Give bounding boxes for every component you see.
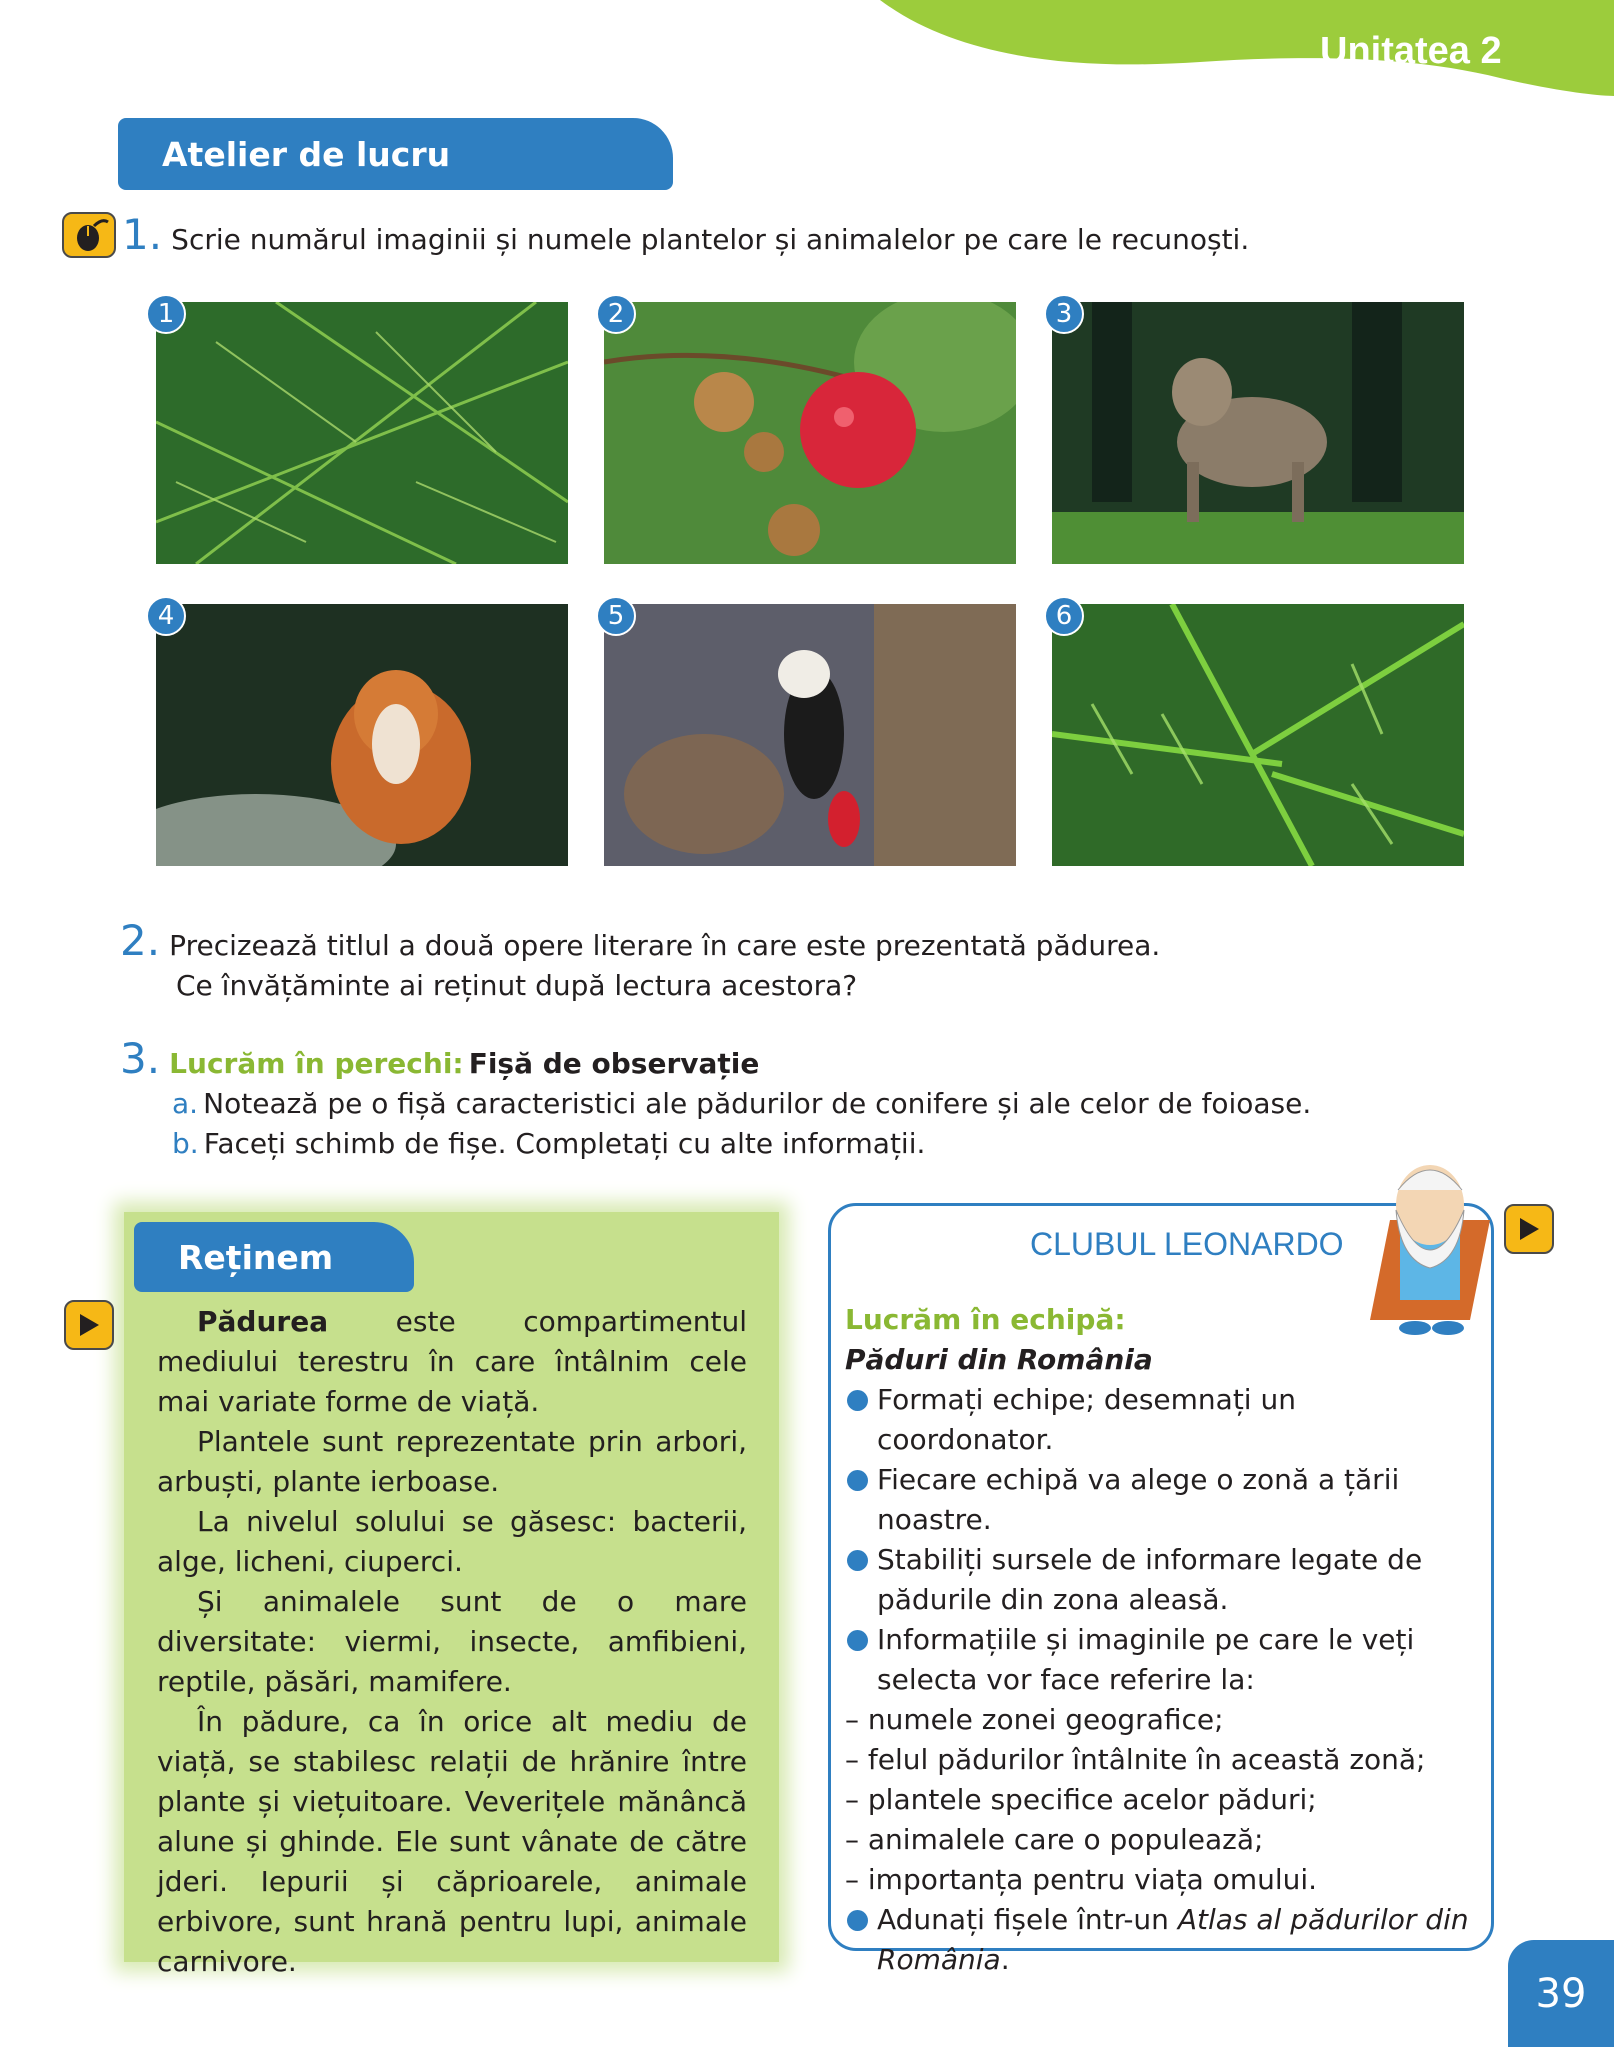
photo-wolf	[1052, 302, 1464, 564]
leonardo-label: Lucrăm în echipă:	[845, 1303, 1126, 1336]
unit-label: Unitatea 2	[1320, 30, 1502, 72]
play-button-right[interactable]	[1504, 1204, 1554, 1254]
retinem-paragraph-1: Pădurea este compartimentul mediului terestru în care întâlnim cele mai variate forme de viață.	[157, 1305, 747, 1418]
workshop-title: Atelier de lucru	[162, 134, 451, 174]
exercise-3-number: 3.	[120, 1034, 161, 1083]
leonardo-dash-2: – felul pădurilor întâlnite în această zonă;	[845, 1743, 1426, 1776]
photo-woodpecker	[604, 604, 1016, 866]
photo-fern	[1052, 604, 1464, 866]
page-number: 39	[1508, 1940, 1614, 2047]
photo-badge-3: 3	[1044, 294, 1084, 334]
leonardo-title: CLUBUL LEONARDO	[1030, 1226, 1344, 1262]
photo-badge-2: 2	[596, 294, 636, 334]
leonardo-bullet-5: Adunați fișele într-un Atlas al pădurilor din România.	[845, 1900, 1475, 1980]
exercise-3-a-text: Notează pe o fișă caracteristici ale pădurilor de conifere și ale celor de foioase.	[203, 1087, 1312, 1120]
exercise-1-number: 1.	[122, 210, 163, 259]
leonardo-bullet-4: Informațiile și imaginile pe care le veți selecta vor face referire la:	[845, 1620, 1475, 1700]
retinem-title: Reținem	[178, 1237, 334, 1277]
workshop-heading	[118, 118, 673, 190]
leonardo-dash-4: – animalele care o populează;	[845, 1823, 1264, 1856]
exercise-1-text: Scrie numărul imaginii și numele plantelor și animalelor pe care le recunoști.	[171, 223, 1250, 256]
photo-badge-6: 6	[1044, 596, 1084, 636]
leonardo-content	[845, 1300, 1475, 1980]
retinem-heading	[134, 1222, 414, 1292]
photo-badge-4: 4	[146, 596, 186, 636]
mouse-icon[interactable]	[62, 212, 116, 258]
leonardo-bullet-3: Stabiliți sursele de informare legate de pădurile din zona aleasă.	[845, 1540, 1475, 1620]
retinem-paragraph-2: Plantele sunt reprezentate prin arbori, arbuști, plante ierboase.	[157, 1425, 747, 1498]
exercise-2-line-1: Precizează titlul a două opere literare în care este prezentată pădurea.	[169, 929, 1161, 962]
leonardo-dash-3: – plantele specifice acelor păduri;	[845, 1783, 1317, 1816]
photo-raspberry	[604, 302, 1016, 564]
leonardo-bullet-1: Formați echipe; desemnați un coordonator.	[845, 1380, 1475, 1460]
exercise-3-b-letter: b.	[172, 1127, 199, 1160]
leonardo-dash-5: – importanța pentru viața omului.	[845, 1863, 1318, 1896]
retinem-paragraph-4: Și animalele sunt de o mare diversitate: viermi, insecte, amfibieni, reptile, păsări, mamifere.	[157, 1585, 747, 1698]
leonardo-subtitle: Păduri din România	[845, 1343, 1153, 1376]
retinem-text	[157, 1302, 747, 1982]
photo-fox	[156, 604, 568, 866]
photo-badge-1: 1	[146, 294, 186, 334]
exercise-3-a-letter: a.	[172, 1087, 199, 1120]
exercise-1	[122, 210, 1422, 260]
atlas-title: Atlas al pădurilor din România	[877, 1903, 1469, 1976]
exercise-2-line-2: Ce învățăminte ai reținut după lectura acestora?	[176, 969, 858, 1002]
leonardo-bullet-2: Fiecare echipă va alege o zonă a țării noastre.	[845, 1460, 1475, 1540]
exercise-3-label: Lucrăm în perechi:	[169, 1047, 464, 1080]
leonardo-dash-1: – numele zonei geografice;	[845, 1703, 1224, 1736]
retinem-keyword: Pădurea	[197, 1305, 329, 1338]
exercise-2-number: 2.	[120, 916, 161, 965]
exercise-3-title: Fișă de observație	[468, 1047, 760, 1080]
retinem-paragraph-5: În pădure, ca în orice alt mediu de viață, se stabilesc relații de hrănire între plante și viețuitoare. Veverițele mănâncă alune și ghinde. Ele sunt vânate de către jderi. Iepurii și căprioarele, animale erbivore, sunt hrană pentru lupi, animale carnivore.	[157, 1705, 747, 1978]
retinem-paragraph-3: La nivelul solului se găsesc: bacterii, alge, licheni, ciuperci.	[157, 1505, 747, 1578]
exercise-3	[120, 1034, 1500, 1164]
exercise-2	[120, 916, 1480, 1006]
exercise-3-b-text: Faceți schimb de fișe. Completați cu alte informații.	[203, 1127, 926, 1160]
photo-badge-5: 5	[596, 596, 636, 636]
photo-fir	[156, 302, 568, 564]
play-button-left[interactable]	[64, 1300, 114, 1350]
